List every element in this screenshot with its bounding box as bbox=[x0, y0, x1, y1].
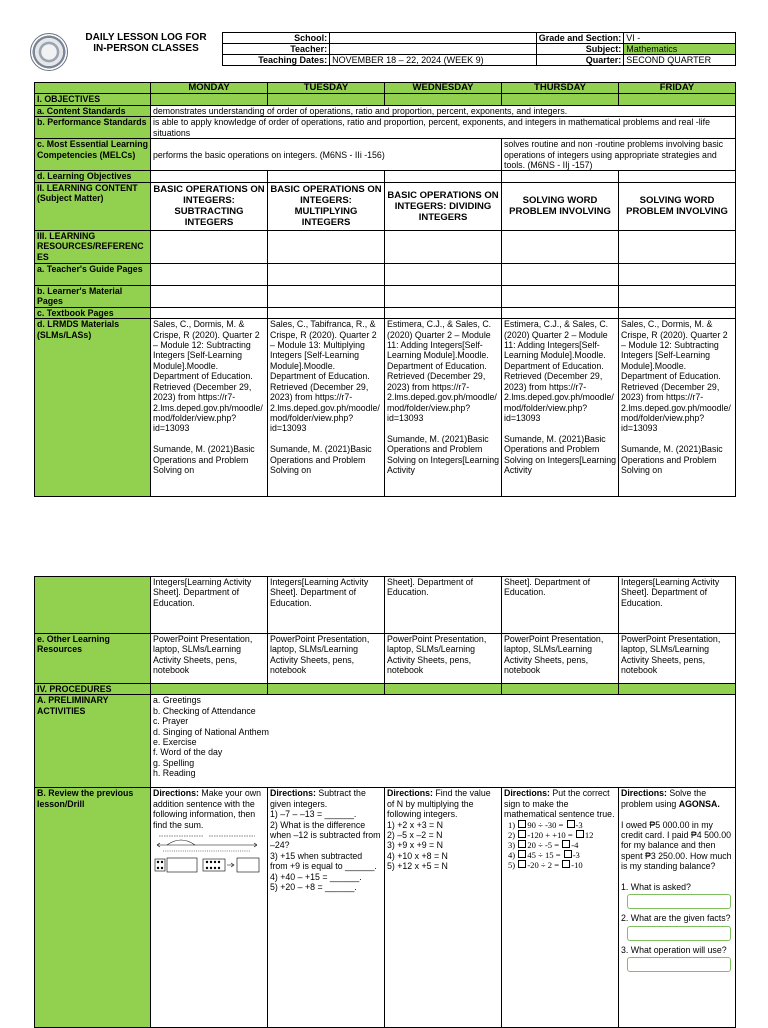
lrmds-wednesday bbox=[385, 319, 502, 497]
sign-item-eq: = bbox=[558, 819, 566, 830]
sign-item-op: + bbox=[545, 829, 553, 840]
row-label-other-resources: e. Other Learning Resources bbox=[35, 634, 151, 684]
teaching-dates-value: NOVEMBER 18 – 22, 2024 (WEEK 9) bbox=[330, 55, 537, 66]
quarter-value: SECOND QUARTER bbox=[624, 55, 736, 66]
list-item: f. Word of the day bbox=[153, 747, 223, 758]
lrmds-ref: Sales, C., Tabifranca, R., & Crispe, R (2020). Quarter 2 – Module 13: Multiplying Integers [Self-Learning Module].Moodle. Department of Education. Retrieved (December 29, 2023) from https://r7-2.lms.deped.gov.ph/moodle/mod/folder/view.php?id=13093 bbox=[270, 319, 380, 434]
other-resources-thursday: PowerPoint Presentation, laptop, SLMs/Learning Activity Sheets, pens, notebook bbox=[502, 634, 619, 684]
sign-blank-box[interactable] bbox=[518, 850, 526, 858]
sign-blank-box[interactable] bbox=[562, 860, 570, 868]
day-header-thursday: THURSDAY bbox=[502, 83, 619, 94]
lrmds-sumande: Sumande, M. (2021)Basic Operations and Problem Solving on Integers[Learning Activity bbox=[387, 433, 499, 475]
sign-item-c: 12 bbox=[584, 829, 594, 840]
sign-item bbox=[504, 860, 616, 870]
drill-tuesday-text: Subtract the given integers. bbox=[270, 788, 366, 809]
sign-item-a: -20 bbox=[527, 859, 541, 870]
sign-blank-box[interactable] bbox=[567, 820, 575, 828]
sign-blank-box[interactable] bbox=[564, 850, 572, 858]
sign-item bbox=[504, 830, 616, 840]
lrmds-sumande: Sumande, M. (2021)Basic Operations and Problem Solving on Integers[Learning Activity bbox=[504, 433, 616, 475]
preliminary-activities-list bbox=[151, 695, 736, 788]
sign-item-number: 2) bbox=[508, 829, 518, 840]
drill-wednesday-text: Find the value of N by multiplying the following integers. bbox=[387, 788, 491, 820]
sign-item-eq: = bbox=[555, 849, 563, 860]
performance-standards-text: is able to apply knowledge of order of operations, ratio and proportion, percent, exponents, and integers in mathematical problems and real -life situations bbox=[151, 117, 736, 139]
drill-item: 3) +15 when subtracted from +9 is equal to ______. bbox=[270, 850, 377, 872]
sign-item-op: ÷ bbox=[538, 819, 545, 830]
sign-blank-box[interactable] bbox=[576, 830, 584, 838]
subject-matter-thursday: SOLVING WORD PROBLEM INVOLVING bbox=[502, 182, 619, 230]
agonsa-question-1: 1. What is asked? bbox=[621, 882, 691, 893]
sign-item-number: 5) bbox=[508, 859, 518, 870]
list-item: g. Spelling bbox=[153, 757, 195, 768]
answer-box-2[interactable] bbox=[627, 926, 731, 941]
other-resources-friday: PowerPoint Presentation, laptop, SLMs/Learning Activity Sheets, pens, notebook bbox=[619, 634, 736, 684]
lrmds-continued-tuesday: Integers[Learning Activity Sheet]. Department of Education. bbox=[268, 577, 385, 634]
log-title-line1: DAILY LESSON LOG FOR bbox=[85, 32, 207, 43]
other-resources-tuesday: PowerPoint Presentation, laptop, SLMs/Learning Activity Sheets, pens, notebook bbox=[268, 634, 385, 684]
row-label-objectives: I. OBJECTIVES bbox=[35, 94, 151, 105]
sign-blank-box[interactable] bbox=[562, 840, 570, 848]
directions-label: Directions: bbox=[621, 788, 667, 799]
drill-item: 4) +40 – +15 = ______. bbox=[270, 871, 362, 882]
drill-item: 5) +12 x +5 = N bbox=[387, 861, 448, 872]
lrmds-ref: Sales, C., Dormis, M. & Crispe, R (2020). Quarter 2 – Module 12: Subtracting Integers [Self-Learning Module].Moodle. Department of Education. Retrieved (December 29, 2023) from https://r7-2.lms.deped.gov.ph/moodle/mod/folder/view.php?id=13093 bbox=[153, 319, 263, 434]
list-item: c. Prayer bbox=[153, 716, 189, 727]
sign-item-a: 90 bbox=[527, 819, 539, 830]
lrmds-sumande: Sumande, M. (2021)Basic Operations and Problem Solving on bbox=[153, 444, 255, 475]
other-resources-monday: PowerPoint Presentation, laptop, SLMs/Learning Activity Sheets, pens, notebook bbox=[151, 634, 268, 684]
lrmds-thursday bbox=[502, 319, 619, 497]
lrmds-continued-friday: Integers[Learning Activity Sheet]. Department of Education. bbox=[619, 577, 736, 634]
drill-friday bbox=[619, 788, 736, 1028]
drill-thursday-text: Put the correct sign to make the mathematical sentence true. bbox=[504, 788, 615, 820]
row-label-learning-resources: III. LEARNING RESOURCES/REFERENCES bbox=[35, 230, 151, 263]
word-problem: I owed ₱5 000.00 in my credit card. I paid ₱4 500.00 for my balance and then spent ₱3 250.00. How much is my standing balance? bbox=[621, 819, 732, 872]
lrmds-tuesday bbox=[268, 319, 385, 497]
lrmds-continued-thursday: Sheet]. Department of Education. bbox=[502, 577, 619, 634]
sign-item-eq: = bbox=[554, 839, 562, 850]
teacher-value bbox=[330, 44, 537, 55]
subject-value: Mathematics bbox=[624, 44, 736, 55]
drill-monday-text: Make your own addition sentence with the following information, then find the sum. bbox=[153, 788, 262, 830]
sign-item bbox=[504, 840, 616, 850]
sign-item-eq: = bbox=[554, 859, 562, 870]
sign-item-c: -3 bbox=[572, 849, 580, 860]
school-value bbox=[330, 33, 537, 44]
drill-item: 5) +20 – +8 = ______. bbox=[270, 882, 357, 893]
drill-item: 1) +2 x +3 = N bbox=[387, 819, 443, 830]
sign-item-op: ÷ bbox=[538, 849, 545, 860]
content-standards-text: demonstrates understanding of order of operations, ratio and proportion, percent, exponents, and integers. bbox=[151, 105, 736, 116]
sign-item-op: ÷ bbox=[540, 859, 548, 870]
row-label-learning-content: II. LEARNING CONTENT (Subject Matter) bbox=[35, 182, 151, 230]
log-title bbox=[70, 32, 222, 54]
directions-label: Directions: bbox=[387, 788, 433, 799]
sign-item-a: 20 bbox=[527, 839, 539, 850]
header-info-grid bbox=[222, 32, 736, 66]
lrmds-friday bbox=[619, 319, 736, 497]
sign-item-b: -5 bbox=[544, 839, 555, 850]
school-label: School: bbox=[223, 33, 330, 44]
subject-matter-monday: BASIC OPERATIONS ON INTEGERS: SUBTRACTING INTEGERS bbox=[151, 182, 268, 230]
sign-item-b: -30 bbox=[544, 819, 559, 830]
lrmds-continued-monday: Integers[Learning Activity Sheet]. Department of Education. bbox=[151, 577, 268, 634]
day-header-monday: MONDAY bbox=[151, 83, 268, 94]
sign-item-number: 3) bbox=[508, 839, 518, 850]
sign-item-b: 2 bbox=[547, 859, 555, 870]
melcs-text-mon-wed: performs the basic operations on integers. (M6NS - IIi -156) bbox=[151, 139, 502, 171]
grade-section-label: Grade and Section: bbox=[536, 33, 624, 44]
subject-matter-wednesday: BASIC OPERATIONS ON INTEGERS: DIVIDING INTEGERS bbox=[385, 182, 502, 230]
row-label-learners-material: b. Learner's Material Pages bbox=[35, 285, 151, 307]
row-label-procedures: IV. PROCEDURES bbox=[35, 684, 151, 695]
teacher-label: Teacher: bbox=[223, 44, 330, 55]
day-header-friday: FRIDAY bbox=[619, 83, 736, 94]
sign-item-a: -120 bbox=[527, 829, 546, 840]
lrmds-monday bbox=[151, 319, 268, 497]
sign-item-b: +10 bbox=[552, 829, 568, 840]
subject-label: Subject: bbox=[536, 44, 624, 55]
sign-item-number: 4) bbox=[508, 849, 518, 860]
list-item: a. Greetings bbox=[153, 695, 201, 706]
lrmds-sumande: Sumande, M. (2021)Basic Operations and Problem Solving on bbox=[270, 444, 372, 475]
agonsa-method: AGONSA. bbox=[678, 798, 720, 809]
sign-item bbox=[504, 850, 616, 860]
drill-friday-text: Solve the problem using bbox=[621, 788, 707, 809]
list-item: e. Exercise bbox=[153, 737, 197, 748]
drill-item: 4) +10 x +8 = N bbox=[387, 850, 448, 861]
drill-item: 3) +9 x +9 = N bbox=[387, 840, 443, 851]
agonsa-question-3: 3. What operation will use? bbox=[621, 944, 727, 955]
day-header-wednesday: WEDNESDAY bbox=[385, 83, 502, 94]
sign-blank-box[interactable] bbox=[518, 830, 526, 838]
list-item: d. Singing of National Anthem bbox=[153, 726, 269, 737]
quarter-label: Quarter: bbox=[536, 55, 624, 66]
sign-item-c: -3 bbox=[575, 819, 583, 830]
row-label-melcs: c. Most Essential Learning Competencies (MELCs) bbox=[35, 139, 151, 171]
lrmds-ref: Estimera, C.J., & Sales, C. (2020) Quarter 2 – Module 11: Adding Integers[Self-Learning Module].Moodle. Department of Education. Retrieved (December 29, 2023) from https://r7-2.lms.deped.gov.ph/moodle/mod/folder/view.php?id=13093 bbox=[387, 319, 497, 423]
drill-item: 2) What is the difference when –12 is subtracted from –24? bbox=[270, 819, 381, 851]
directions-label: Directions: bbox=[504, 788, 550, 799]
sign-item-eq: = bbox=[567, 829, 575, 840]
number-line-illustration-icon bbox=[153, 833, 261, 873]
agonsa-question-2: 2. What are the given facts? bbox=[621, 913, 731, 924]
sign-item-number: 1) bbox=[508, 819, 518, 830]
lrmds-continued-wednesday: Sheet]. Department of Education. bbox=[385, 577, 502, 634]
subject-matter-friday: SOLVING WORD PROBLEM INVOLVING bbox=[619, 182, 736, 230]
document-header bbox=[30, 32, 736, 70]
drill-monday bbox=[151, 788, 268, 1028]
sign-blank-box[interactable] bbox=[518, 860, 526, 868]
subject-matter-tuesday: BASIC OPERATIONS ON INTEGERS: MULTIPLYING INTEGERS bbox=[268, 182, 385, 230]
directions-label: Directions: bbox=[270, 788, 316, 799]
other-resources-wednesday: PowerPoint Presentation, laptop, SLMs/Learning Activity Sheets, pens, notebook bbox=[385, 634, 502, 684]
drill-item: 2) –5 x –2 = N bbox=[387, 830, 443, 841]
list-item: h. Reading bbox=[153, 768, 196, 779]
lesson-log-table-part2 bbox=[34, 576, 736, 1028]
row-label-teachers-guide: a. Teacher's Guide Pages bbox=[35, 263, 151, 285]
lrmds-sumande: Sumande, M. (2021)Basic Operations and Problem Solving on bbox=[621, 444, 723, 475]
row-label-learning-objectives: d. Learning Objectives bbox=[35, 171, 151, 182]
sign-blank-box[interactable] bbox=[518, 840, 526, 848]
directions-label: Directions: bbox=[153, 788, 199, 799]
list-item: b. Checking of Attendance bbox=[153, 705, 256, 716]
sign-item-a: 45 bbox=[527, 849, 539, 860]
lesson-log-table-part1 bbox=[34, 82, 736, 497]
drill-item: 1) –7 – –13 = ______. bbox=[270, 809, 357, 820]
melcs-text-thu-fri: solves routine and non -routine problems involving basic operations of integers using appropriate strategies and tools. (M6NS - IIj -157) bbox=[502, 139, 736, 171]
deped-seal-icon bbox=[30, 33, 68, 71]
row-label-performance-standards: b. Performance Standards bbox=[35, 117, 151, 139]
row-label-textbook-pages: c. Textbook Pages bbox=[35, 307, 151, 318]
sign-item-c: -4 bbox=[571, 839, 579, 850]
row-label-content-standards: a. Content Standards bbox=[35, 105, 151, 116]
drill-tuesday bbox=[268, 788, 385, 1028]
sign-item-c: -10 bbox=[571, 859, 583, 870]
row-label-lrmds: d. LRMDS Materials (SLMs/LASs) bbox=[35, 319, 151, 497]
sign-blank-box[interactable] bbox=[518, 820, 526, 828]
sign-item bbox=[504, 820, 616, 830]
teaching-dates-label: Teaching Dates: bbox=[223, 55, 330, 66]
lrmds-ref: Sales, C., Dormis, M. & Crispe, R (2020). Quarter 2 – Module 12: Subtracting Integers [Self-Learning Module].Moodle. Department of Education. Retrieved (December 29, 2023) from https://r7-2.lms.deped.gov.ph/moodle/mod/folder/view.php?id=13093 bbox=[621, 319, 731, 434]
answer-box-3[interactable] bbox=[627, 957, 731, 972]
day-header-tuesday: TUESDAY bbox=[268, 83, 385, 94]
drill-wednesday bbox=[385, 788, 502, 1028]
grade-section-value: VI - bbox=[624, 33, 736, 44]
sign-item-op: ÷ bbox=[538, 839, 545, 850]
sign-item-b: 15 bbox=[544, 849, 556, 860]
lrmds-ref: Estimera, C.J., & Sales, C. (2020) Quarter 2 – Module 11: Adding Integers[Self-Learning Module].Moodle. Department of Education. Retrieved (December 29, 2023) from https://r7-2.lms.deped.gov.ph/moodle/mod/folder/view.php?id=13093 bbox=[504, 319, 614, 423]
sign-items bbox=[504, 820, 616, 870]
log-title-line2: IN-PERSON CLASSES bbox=[93, 43, 199, 54]
drill-thursday bbox=[502, 788, 619, 1028]
row-label-preliminary: A. PRELIMINARY ACTIVITIES bbox=[35, 695, 151, 788]
answer-box-1[interactable] bbox=[627, 894, 731, 909]
row-label-review-drill: B. Review the previous lesson/Drill bbox=[35, 788, 151, 1028]
